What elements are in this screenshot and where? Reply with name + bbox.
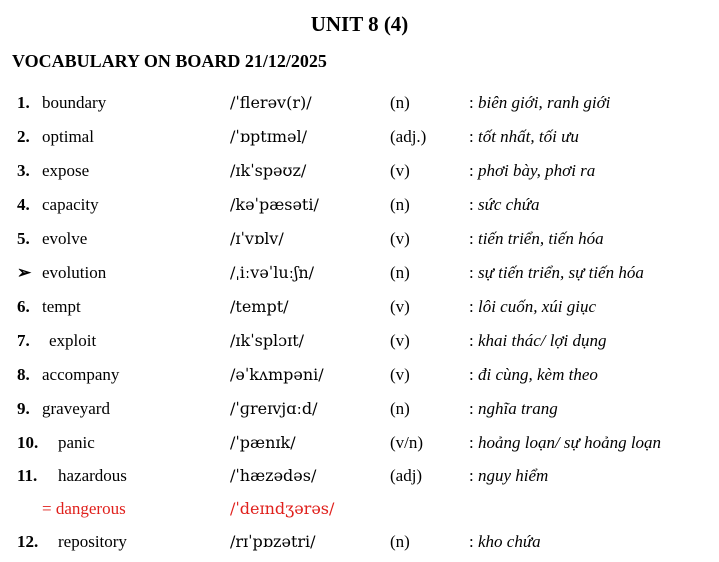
vocab-row-capacity <box>0 190 719 224</box>
vocab-ipa: /ɪkˈspəʊz/ <box>230 161 307 180</box>
colon: : <box>469 466 474 485</box>
item-number: 12. <box>17 532 39 551</box>
vocab-word: capacity <box>42 195 99 214</box>
vocab-meaning <box>469 297 596 317</box>
item-number: 7. <box>17 331 30 350</box>
item-number: 4. <box>17 195 30 214</box>
vocab-ipa: /tempt/ <box>230 297 289 316</box>
vocab-part-of-speech: (n) <box>390 532 410 551</box>
item-number: 8. <box>17 365 30 384</box>
vocab-part-of-speech: (n) <box>390 195 410 214</box>
vocab-ipa: /əˈkʌmpəni/ <box>230 365 324 384</box>
vocab-meaning <box>469 93 610 113</box>
synonym-word: = dangerous <box>42 499 126 518</box>
vocab-word: graveyard <box>42 399 110 418</box>
vocab-part-of-speech: (v) <box>390 229 410 248</box>
colon: : <box>469 263 474 282</box>
vocabulary-list <box>0 88 719 560</box>
vocab-ipa: /ˈɡreɪvjɑːd/ <box>230 399 318 418</box>
meaning-text: hoảng loạn/ sự hoảng loạn <box>477 433 662 452</box>
meaning-text: tốt nhất, tối ưu <box>477 127 579 146</box>
vocab-ipa: /ˈhæzədəs/ <box>230 466 317 485</box>
vocab-word: evolve <box>42 229 88 248</box>
vocab-row-boundary <box>0 88 719 122</box>
vocab-meaning <box>469 195 540 215</box>
colon: : <box>469 161 474 180</box>
vocab-row-expose <box>0 156 719 190</box>
vocab-ipa: /kəˈpæsəti/ <box>230 195 319 214</box>
colon: : <box>469 195 474 214</box>
vocab-part-of-speech: (v) <box>390 297 410 316</box>
vocab-row-accompany <box>0 360 719 394</box>
vocab-row-optimal <box>0 122 719 156</box>
meaning-text: khai thác/ lợi dụng <box>477 331 607 350</box>
vocab-row-synonym-dangerous <box>0 494 719 527</box>
vocab-meaning <box>469 532 541 552</box>
vocab-meaning <box>469 263 644 283</box>
vocab-ipa: /ˈpænɪk/ <box>230 433 296 452</box>
vocab-ipa: /rɪˈpɒzətri/ <box>230 532 316 551</box>
vocab-part-of-speech: (adj.) <box>390 127 427 146</box>
colon: : <box>469 532 474 551</box>
colon: : <box>469 229 474 248</box>
meaning-text: nguy hiểm <box>477 466 549 485</box>
vocab-meaning <box>469 161 595 181</box>
vocab-meaning <box>469 331 607 351</box>
vocab-word: panic <box>58 433 95 452</box>
vocab-row-tempt <box>0 292 719 326</box>
vocab-meaning <box>469 127 579 147</box>
vocab-row-evolve <box>0 224 719 258</box>
arrow-bullet-icon: ➢ <box>17 263 32 282</box>
meaning-text: nghĩa trang <box>477 399 558 418</box>
meaning-text: tiến triển, tiến hóa <box>477 229 604 248</box>
vocab-ipa: /ɪˈvɒlv/ <box>230 229 284 248</box>
vocab-row-evolution <box>0 258 719 292</box>
vocab-row-repository <box>0 527 719 560</box>
colon: : <box>469 433 474 452</box>
vocab-ipa: /ˈflerəv(r)/ <box>230 93 312 112</box>
vocab-row-graveyard <box>0 394 719 428</box>
meaning-text: biên giới, ranh giới <box>477 93 611 112</box>
meaning-text: sức chứa <box>477 195 540 214</box>
vocab-row-panic <box>0 428 719 461</box>
vocab-part-of-speech: (n) <box>390 399 410 418</box>
colon: : <box>469 331 474 350</box>
vocab-ipa: /ˈɒptɪməl/ <box>230 127 307 146</box>
vocab-part-of-speech: (v) <box>390 331 410 350</box>
colon: : <box>469 297 474 316</box>
item-number: 1. <box>17 93 30 112</box>
vocab-word: exploit <box>49 331 97 350</box>
meaning-text: lôi cuốn, xúi giục <box>477 297 597 316</box>
vocab-part-of-speech: (n) <box>390 93 410 112</box>
vocab-word: optimal <box>42 127 94 146</box>
vocab-word: tempt <box>42 297 81 316</box>
vocab-part-of-speech: (v) <box>390 161 410 180</box>
meaning-text: kho chứa <box>477 532 541 551</box>
page-title: UNIT 8 (4) <box>310 12 409 36</box>
item-number: 5. <box>17 229 30 248</box>
vocab-word: accompany <box>42 365 120 384</box>
synonym-ipa: /ˈdeɪndʒərəs/ <box>230 499 335 518</box>
colon: : <box>469 365 474 384</box>
vocab-part-of-speech: (adj) <box>390 466 423 485</box>
vocab-meaning <box>469 365 598 385</box>
vocab-meaning <box>469 466 548 486</box>
item-number: 11. <box>17 466 38 485</box>
item-number: 6. <box>17 297 30 316</box>
vocab-row-hazardous <box>0 461 719 494</box>
vocab-part-of-speech: (v/n) <box>390 433 424 452</box>
vocab-word: evolution <box>42 263 107 282</box>
meaning-text: phơi bày, phơi ra <box>477 161 596 180</box>
vocab-meaning <box>469 433 661 453</box>
vocab-word: hazardous <box>58 466 127 485</box>
item-number: 2. <box>17 127 30 146</box>
vocab-row-exploit <box>0 326 719 360</box>
colon: : <box>469 127 474 146</box>
vocab-meaning <box>469 229 604 249</box>
vocab-ipa: /ˌiːvəˈluːʃn/ <box>230 263 315 282</box>
colon: : <box>469 93 474 112</box>
item-number: 3. <box>17 161 30 180</box>
section-subtitle: VOCABULARY ON BOARD 21/12/2025 <box>12 51 327 71</box>
vocab-part-of-speech: (v) <box>390 365 410 384</box>
vocab-ipa: /ɪkˈsplɔɪt/ <box>230 331 305 350</box>
vocab-part-of-speech: (n) <box>390 263 410 282</box>
vocab-word: repository <box>58 532 127 551</box>
vocab-meaning <box>469 399 558 419</box>
colon: : <box>469 399 474 418</box>
meaning-text: đi cùng, kèm theo <box>477 365 598 384</box>
vocab-word: boundary <box>42 93 107 112</box>
vocab-word: expose <box>42 161 90 180</box>
meaning-text: sự tiến triển, sự tiến hóa <box>477 263 644 282</box>
item-number: 9. <box>17 399 30 418</box>
item-number: 10. <box>17 433 39 452</box>
